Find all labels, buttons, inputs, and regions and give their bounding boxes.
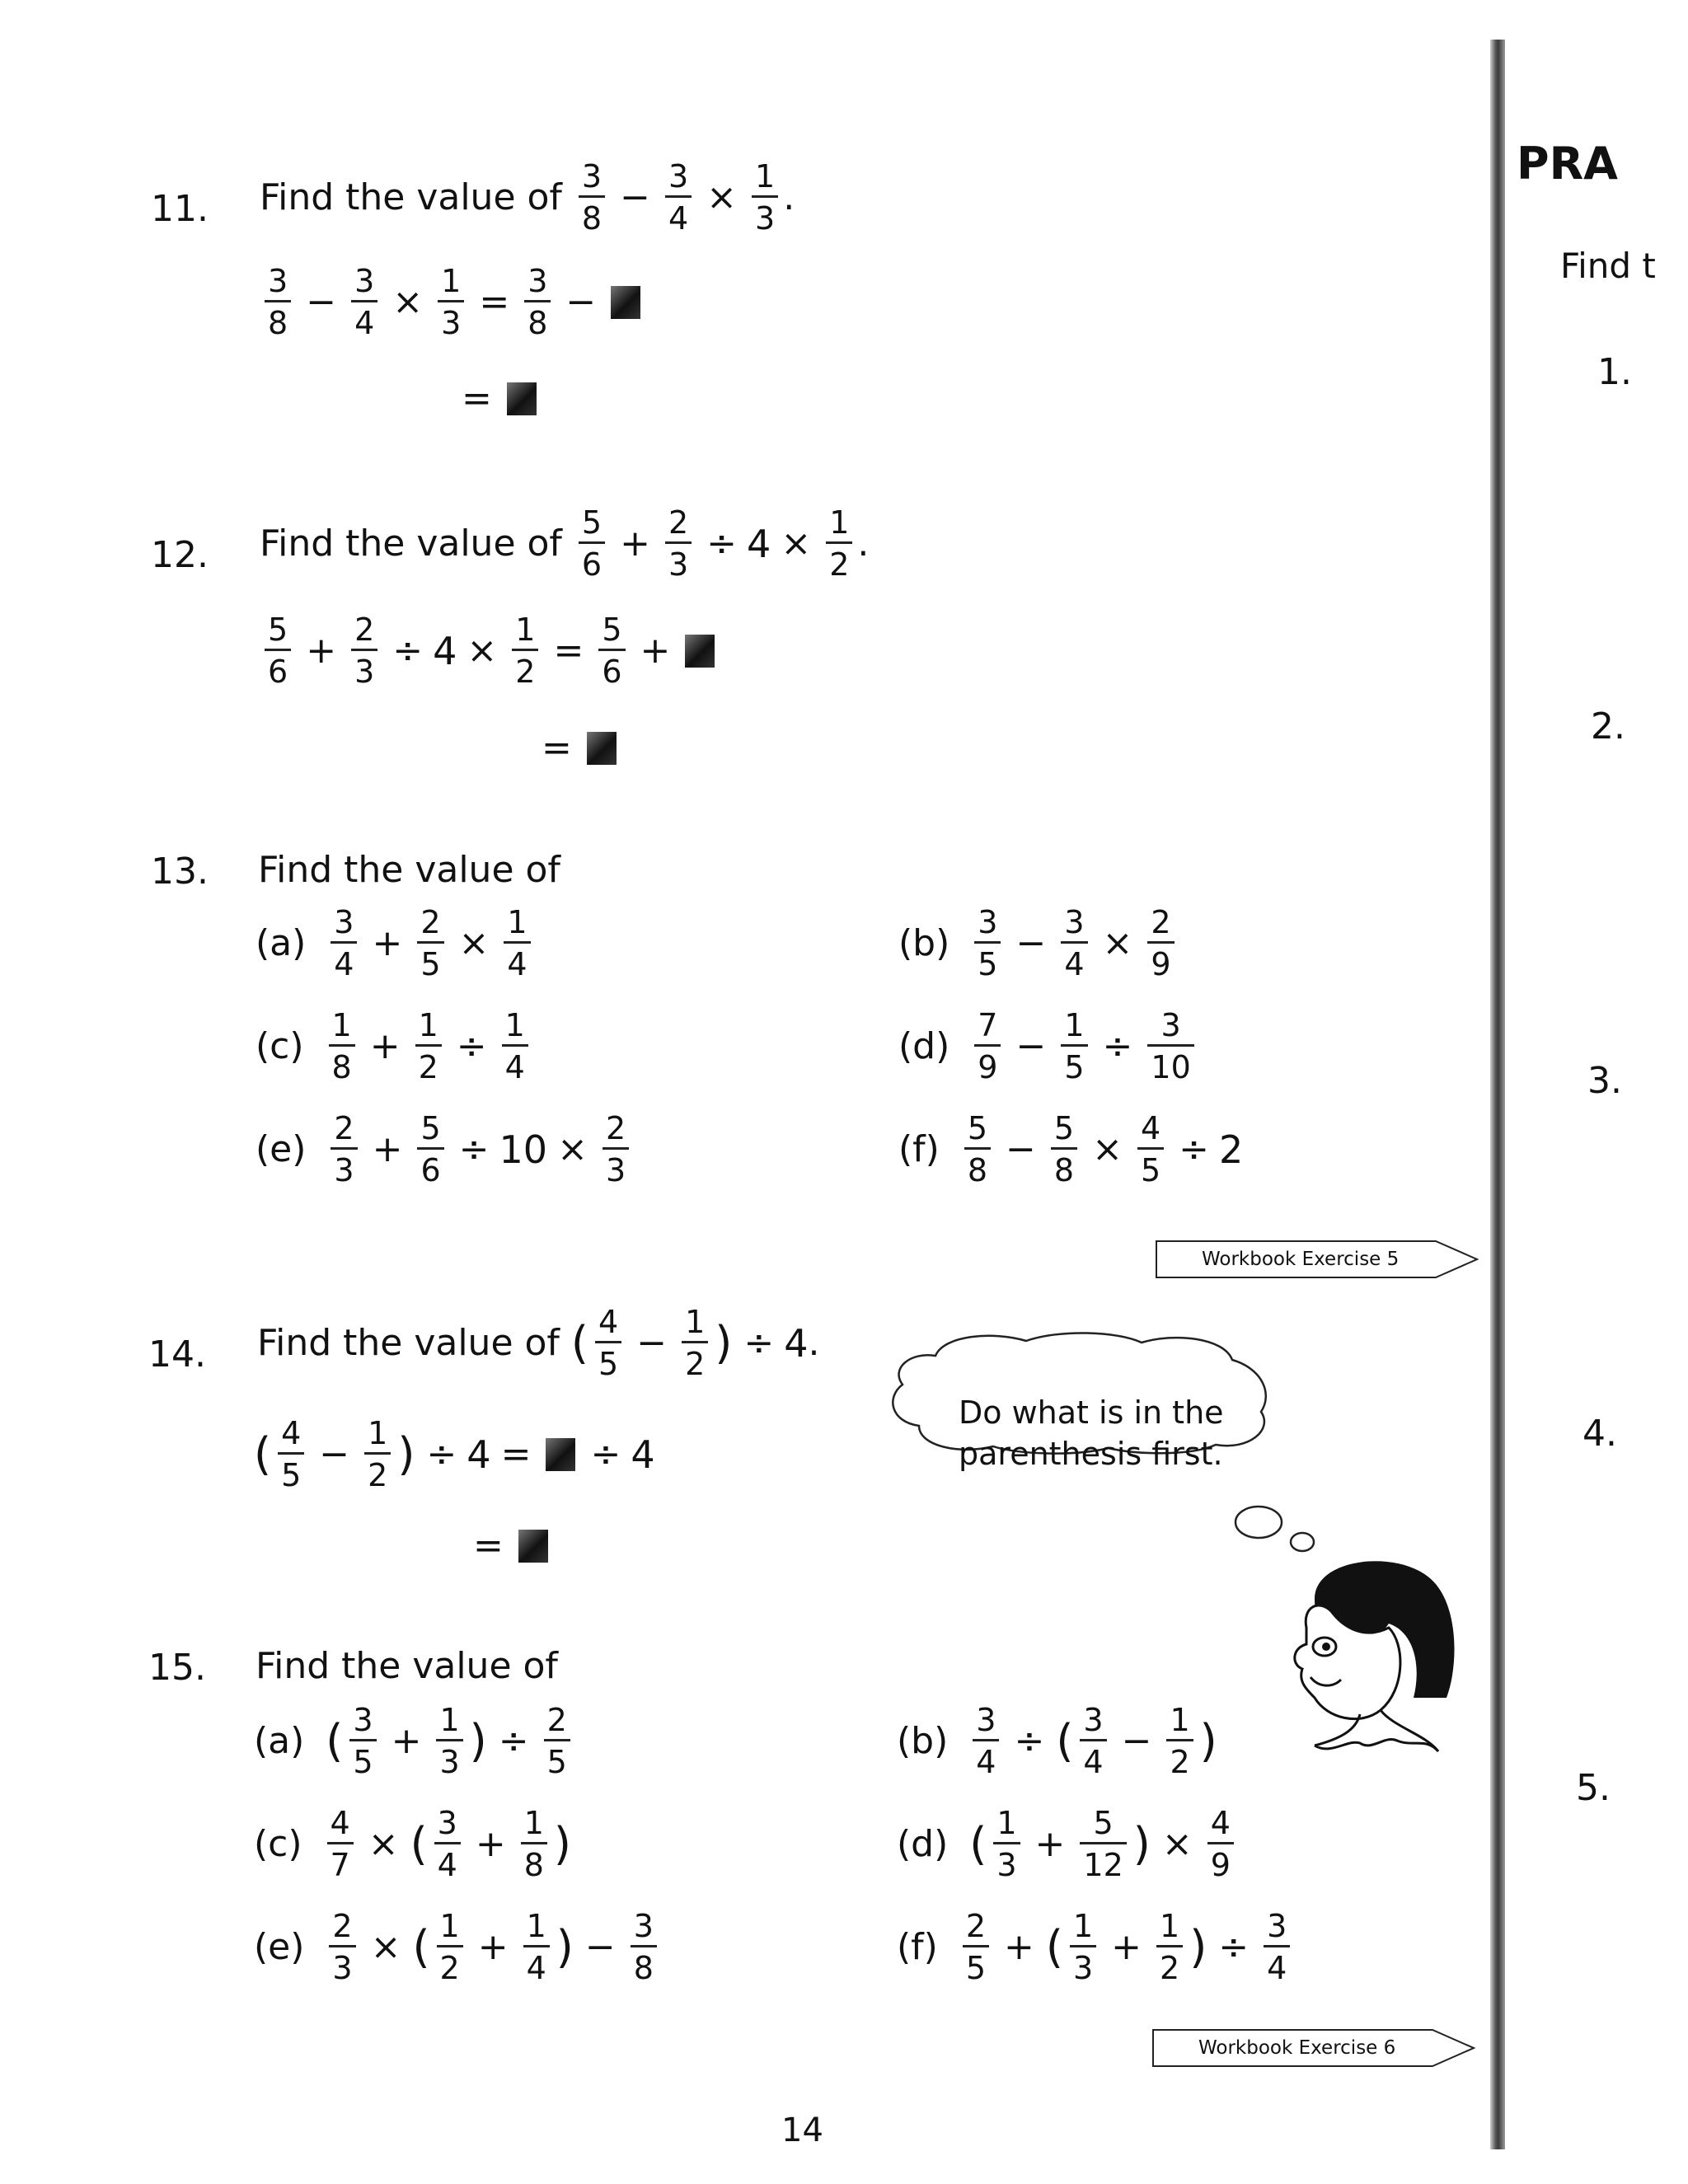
- fraction: $\frac{2}{9}$: [1147, 907, 1174, 980]
- fraction: $\frac{5}{6}$: [579, 507, 605, 580]
- q15-part-d: (d) ( $\frac{1}{3}$ + $\frac{5}{12}$ ) × $\frac{4}{9}$: [897, 1807, 1239, 1881]
- q13-part-f: (f) $\frac{5}{8}$ − $\frac{5}{8}$ × $\frac{4}{5}$ ÷ 2: [898, 1110, 1244, 1188]
- q13-part-e: (e) $\frac{2}{3}$ + $\frac{5}{6}$ ÷ 10 × $\frac{2}{3}$: [256, 1113, 634, 1186]
- thought-bubble-line2: parenthesis first.: [959, 1436, 1223, 1472]
- q11-number: 11.: [151, 188, 209, 230]
- q12-prompt: Find the value of: [260, 522, 562, 565]
- fraction: $\frac{5}{6}$: [417, 1113, 443, 1186]
- fraction: $\frac{4}{5}$: [595, 1306, 621, 1380]
- fraction: $\frac{7}{9}$: [974, 1010, 1001, 1083]
- q13-part-c: (c) $\frac{1}{8}$ + $\frac{1}{2}$ ÷ $\frac{1}{4}$: [256, 1010, 533, 1083]
- workbook-exercise-5-tag: Workbook Exercise 5: [1156, 1240, 1479, 1278]
- fraction: $\frac{1}{2}$: [512, 614, 538, 687]
- next-page-item-3: 3.: [1587, 1060, 1622, 1102]
- next-page-heading: PRA: [1517, 138, 1618, 190]
- fraction: $\frac{3}{8}$: [631, 1910, 657, 1984]
- workbook-exercise-6-tag: Workbook Exercise 6: [1152, 2029, 1475, 2067]
- q13-prompt: Find the value of: [258, 849, 560, 891]
- fraction: $\frac{3}{4}$: [1080, 1704, 1106, 1778]
- fraction: $\frac{1}{2}$: [1166, 1704, 1193, 1778]
- fraction: $\frac{4}{7}$: [327, 1807, 354, 1881]
- q11-prompt: Find the value of: [260, 176, 562, 218]
- next-page-item-5: 5.: [1576, 1767, 1611, 1809]
- fraction: $\frac{2}{3}$: [329, 1910, 355, 1984]
- q14-question: Find the value of ( $\frac{4}{5}$ − $\frac{1}{2}$ ) ÷ 4 .: [257, 1304, 820, 1382]
- q15-part-c: (c) $\frac{4}{7}$ × ( $\frac{3}{4}$ + $\frac{1}{8}$ ): [254, 1805, 571, 1883]
- fraction: $\frac{2}{3}$: [351, 614, 377, 687]
- fraction: $\frac{1}{2}$: [682, 1306, 708, 1380]
- fraction: $\frac{4}{5}$: [1137, 1113, 1164, 1186]
- fraction: $\frac{1}{2}$: [437, 1910, 463, 1984]
- fraction: $\frac{1}{3}$: [993, 1807, 1020, 1881]
- answer-blank: [507, 382, 537, 415]
- fraction: $\frac{5}{8}$: [964, 1113, 991, 1186]
- fraction: $\frac{2}{3}$: [331, 1113, 357, 1186]
- fraction: $\frac{3}{4}$: [434, 1807, 461, 1881]
- fraction: $\frac{4}{5}$: [278, 1418, 304, 1491]
- fraction: $\frac{1}{2}$: [826, 507, 852, 580]
- fraction: $\frac{5}{6}$: [598, 614, 625, 687]
- answer-blank: [685, 635, 715, 668]
- q14-working-line1: ( $\frac{4}{5}$ − $\frac{1}{2}$ ) ÷ 4 = ÷ 4: [254, 1415, 655, 1493]
- q13-part-d: (d) $\frac{7}{9}$ − $\frac{1}{5}$ ÷ $\frac{3}{10}$: [898, 1010, 1199, 1083]
- fraction: $\frac{1}{2}$: [1156, 1910, 1183, 1984]
- fraction: $\frac{1}{3}$: [752, 161, 778, 234]
- next-page-item-2: 2.: [1591, 705, 1625, 748]
- fraction: $\frac{3}{4}$: [351, 265, 377, 339]
- fraction: $\frac{1}{3}$: [438, 265, 464, 339]
- fraction: $\frac{2}{3}$: [665, 507, 692, 580]
- q12-working-line2: =: [532, 727, 621, 769]
- fraction: $\frac{3}{8}$: [524, 265, 551, 339]
- fraction: $\frac{2}{3}$: [603, 1113, 629, 1186]
- fraction: $\frac{1}{8}$: [329, 1010, 355, 1083]
- q13-part-a: (a) $\frac{3}{4}$ + $\frac{2}{5}$ × $\frac{1}{4}$: [256, 907, 536, 980]
- q14-prompt: Find the value of: [257, 1321, 560, 1364]
- fraction: $\frac{2}{5}$: [544, 1704, 570, 1778]
- q15-prompt: Find the value of: [256, 1645, 558, 1687]
- q15-part-f: (f) $\frac{2}{5}$ + ( $\frac{1}{3}$ + $\frac{1}{2}$ ) ÷ $\frac{3}{4}$: [897, 1910, 1295, 1984]
- fraction: $\frac{3}{4}$: [1264, 1910, 1290, 1984]
- q15-part-a: (a) ( $\frac{3}{5}$ + $\frac{1}{3}$ ) ÷ $\frac{2}{5}$: [254, 1704, 575, 1778]
- fraction: $\frac{3}{8}$: [265, 265, 291, 339]
- fraction: $\frac{3}{8}$: [579, 161, 605, 234]
- girl-illustration-icon: [1282, 1549, 1479, 1764]
- q12-number: 12.: [151, 534, 209, 576]
- fraction: $\frac{1}{2}$: [415, 1010, 442, 1083]
- fraction: $\frac{3}{10}$: [1147, 1010, 1193, 1083]
- next-page-item-4: 4.: [1582, 1413, 1617, 1455]
- fraction: $\frac{5}{8}$: [1051, 1113, 1077, 1186]
- fraction: $\frac{1}{8}$: [521, 1807, 547, 1881]
- q11-question: Find the value of $\frac{3}{8}$ − $\frac{3}{4}$ × $\frac{1}{3}$ .: [260, 158, 795, 237]
- fraction: $\frac{3}{5}$: [349, 1704, 376, 1778]
- next-page-find: Find t: [1560, 246, 1656, 286]
- q13-number: 13.: [151, 851, 209, 893]
- page-number: 14: [781, 2111, 823, 2149]
- fraction: $\frac{3}{4}$: [665, 161, 692, 234]
- answer-blank: [611, 286, 640, 319]
- fraction: $\frac{1}{4}$: [523, 1910, 550, 1984]
- q12-question: Find the value of $\frac{5}{6}$ + $\frac{2}{3}$ ÷ 4 × $\frac{1}{2}$ .: [260, 504, 870, 583]
- q15-number: 15.: [148, 1647, 206, 1689]
- fraction: $\frac{3}{4}$: [331, 907, 357, 980]
- q11-working-line2: =: [452, 377, 542, 419]
- book-spine: [1490, 40, 1505, 2149]
- next-page-item-1: 1.: [1597, 351, 1632, 393]
- q14-working-line2: =: [463, 1525, 553, 1567]
- fraction: $\frac{5}{6}$: [265, 614, 291, 687]
- fraction: $\frac{1}{3}$: [1070, 1910, 1096, 1984]
- fraction: $\frac{5}{12}$: [1080, 1807, 1126, 1881]
- fraction: $\frac{1}{3}$: [436, 1704, 462, 1778]
- answer-blank: [546, 1438, 575, 1471]
- fraction: $\frac{2}{5}$: [417, 907, 443, 980]
- q13-part-b: (b) $\frac{3}{5}$ − $\frac{3}{4}$ × $\frac{2}{9}$: [898, 907, 1179, 980]
- fraction: $\frac{1}{4}$: [502, 1010, 528, 1083]
- fraction: $\frac{4}{9}$: [1207, 1807, 1234, 1881]
- fraction: $\frac{1}{2}$: [364, 1418, 391, 1491]
- thought-bubble-line1: Do what is in the: [959, 1394, 1224, 1431]
- answer-blank: [518, 1530, 548, 1563]
- thought-dots-icon: [1232, 1504, 1323, 1554]
- fraction: $\frac{3}{5}$: [974, 907, 1001, 980]
- fraction: $\frac{1}{5}$: [1061, 1010, 1087, 1083]
- q15-part-b: (b) $\frac{3}{4}$ ÷ ( $\frac{3}{4}$ − $\frac{1}{2}$ ): [897, 1702, 1217, 1780]
- fraction: $\frac{3}{4}$: [1061, 907, 1087, 980]
- fraction: $\frac{1}{4}$: [504, 907, 530, 980]
- answer-blank: [587, 732, 617, 765]
- q12-working-line1: $\frac{5}{6}$ + $\frac{2}{3}$ ÷ 4 × $\frac{1}{2}$ = $\frac{5}{6}$ +: [260, 614, 720, 687]
- fraction: $\frac{3}{4}$: [973, 1704, 999, 1778]
- q15-part-e: (e) $\frac{2}{3}$ × ( $\frac{1}{2}$ + $\frac{1}{4}$ ) − $\frac{3}{8}$: [254, 1910, 662, 1984]
- q11-working-line1: $\frac{3}{8}$ − $\frac{3}{4}$ × $\frac{1}{3}$ = $\frac{3}{8}$ −: [260, 265, 645, 339]
- fraction: $\frac{2}{5}$: [963, 1910, 989, 1984]
- q14-number: 14.: [148, 1333, 206, 1376]
